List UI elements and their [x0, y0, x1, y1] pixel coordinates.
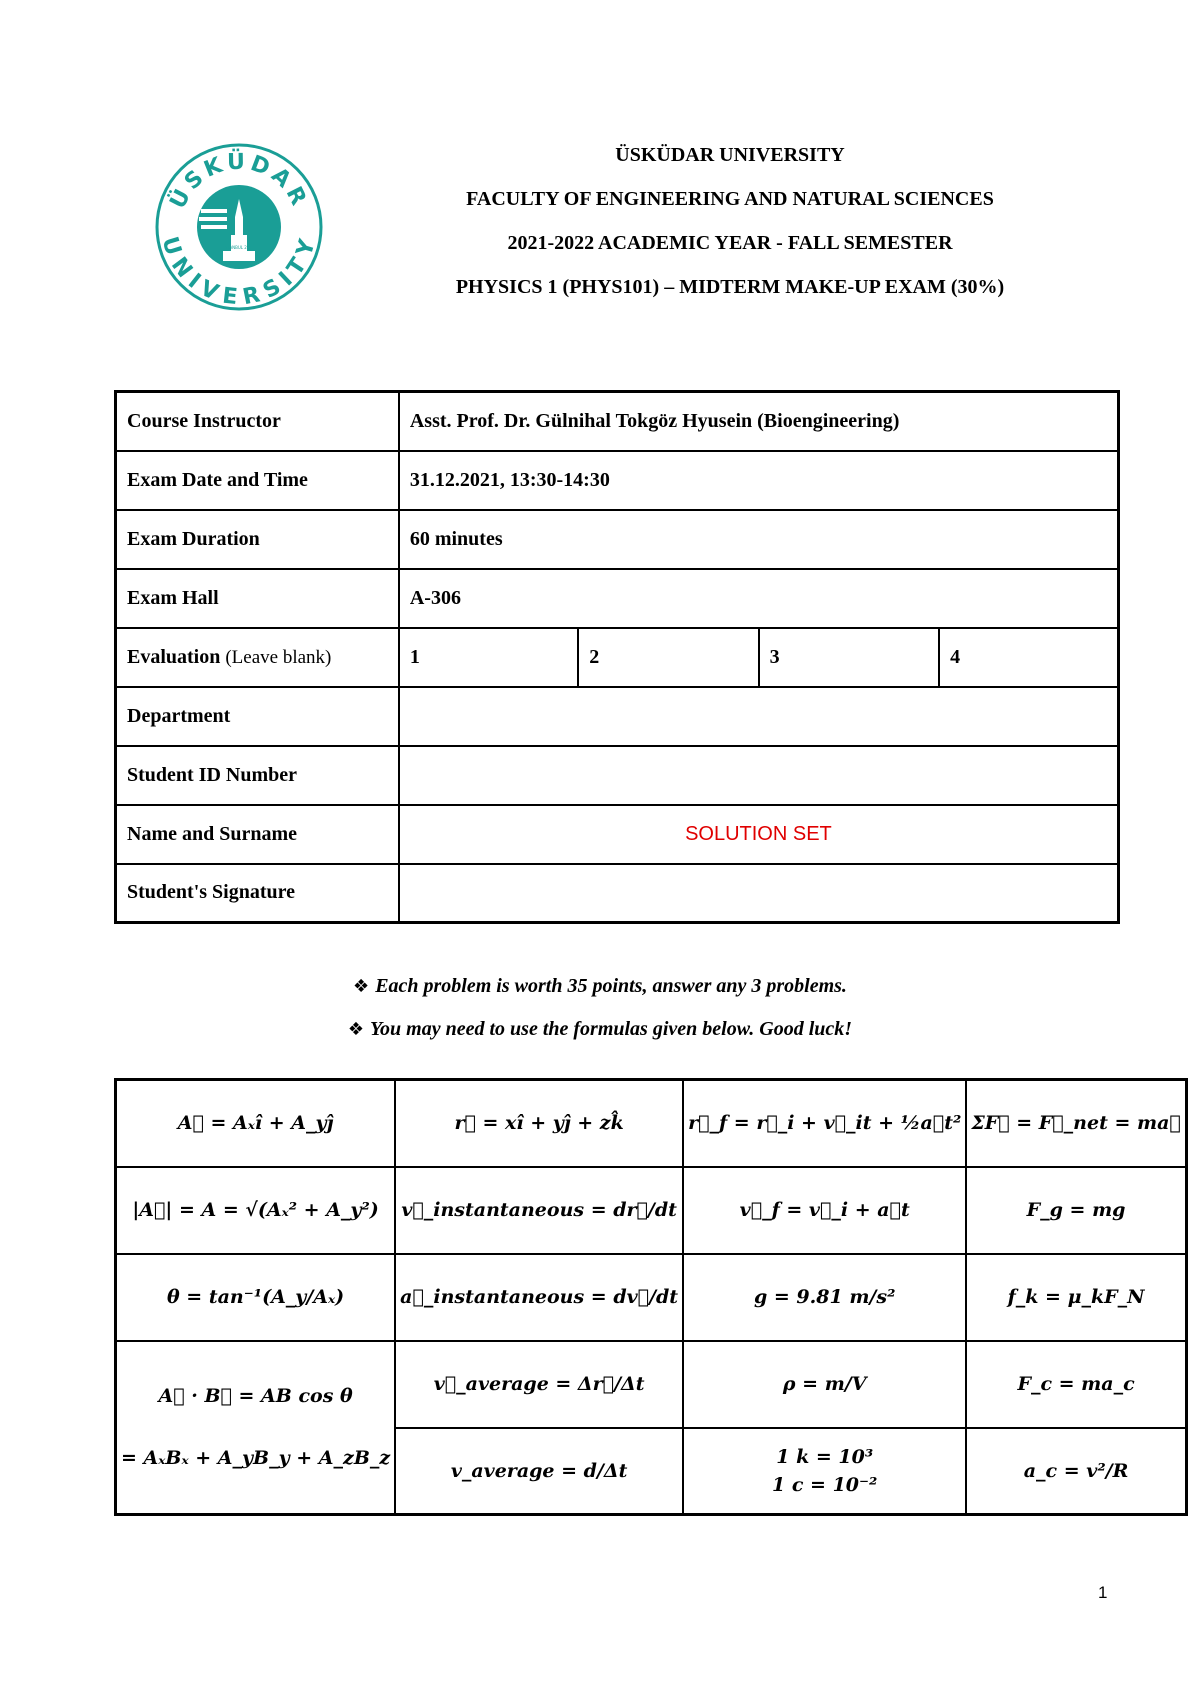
- formula-dot-product: [116, 1341, 396, 1515]
- formula-kinematics-position: r⃗_f = r⃗_i + v⃗_it + ½a⃗t²: [683, 1080, 966, 1167]
- exam-date-label: Exam Date and Time: [116, 451, 399, 510]
- logo-small-text: İSTANBUL 2011: [223, 245, 255, 250]
- formula-newton-second-law: ΣF⃗ = F⃗_net = ma⃗: [966, 1080, 1186, 1167]
- prefix-kilo: 1 k = 10³: [776, 1445, 874, 1468]
- evaluation-cell-1[interactable]: 1: [399, 628, 578, 687]
- exam-title: PHYSICS 1 (PHYS101) – MIDTERM MAKE-UP EXAM (30%): [455, 276, 1005, 298]
- formula-centripetal-acceleration: a_c = v²/R: [966, 1428, 1186, 1515]
- formula-average-velocity-vector: v⃗_average = Δr⃗/Δt: [395, 1341, 683, 1428]
- diamond-bullet-icon: ❖: [353, 976, 370, 997]
- table-row: [116, 1341, 1187, 1428]
- exam-duration-label: Exam Duration: [116, 510, 399, 569]
- evaluation-cell-4[interactable]: 4: [939, 628, 1118, 687]
- evaluation-label: [116, 628, 399, 687]
- instruction-text: Each problem is worth 35 points, answer any 3 problems.: [375, 975, 847, 997]
- formula-vector-components: A⃗ = Aₓî + A_yĵ: [116, 1080, 396, 1167]
- university-name: ÜSKÜDAR UNIVERSITY: [615, 144, 845, 166]
- logo-bottom-text: UNIVERSITY: [156, 233, 322, 311]
- formula-unit-prefixes: [683, 1428, 966, 1515]
- instruction-text: You may need to use the formulas given below. Good luck!: [370, 1018, 853, 1040]
- exam-hall-label: Exam Hall: [116, 569, 399, 628]
- faculty-name: FACULTY OF ENGINEERING AND NATURAL SCIENCES: [466, 188, 994, 210]
- table-row: [116, 1167, 1187, 1254]
- course-instructor-value: Asst. Prof. Dr. Gülnihal Tokgöz Hyusein (Bioengineering): [399, 392, 1119, 451]
- formula-kinetic-friction: f_k = μ_kF_N: [966, 1254, 1186, 1341]
- table-row: [116, 1254, 1187, 1341]
- formula-instantaneous-acceleration: a⃗_instantaneous = dv⃗/dt: [395, 1254, 683, 1341]
- dot-product-line-2: = AₓBₓ + A_yB_y + A_zB_z: [121, 1447, 391, 1470]
- department-field[interactable]: [399, 687, 1119, 746]
- evaluation-cell-2[interactable]: 2: [578, 628, 758, 687]
- formula-gravity-force: F_g = mg: [966, 1167, 1186, 1254]
- exam-info-table: [114, 390, 1120, 924]
- page-number: 1: [1098, 1583, 1108, 1602]
- table-row: [116, 805, 1119, 864]
- table-row: [116, 569, 1119, 628]
- exam-header: [330, 140, 1130, 316]
- exam-instructions: [0, 972, 1200, 1058]
- evaluation-label-text: Evaluation: [127, 645, 221, 668]
- table-row: [116, 1080, 1187, 1167]
- name-surname-field[interactable]: SOLUTION SET: [399, 805, 1119, 864]
- dot-product-line-1: A⃗ · B⃗ = AB cos θ: [158, 1385, 353, 1408]
- table-row: [116, 392, 1119, 451]
- table-row: [116, 451, 1119, 510]
- table-row: [116, 628, 1119, 687]
- signature-field[interactable]: [399, 864, 1119, 923]
- evaluation-note: (Leave blank): [225, 646, 332, 668]
- exam-duration-value: 60 minutes: [399, 510, 1119, 569]
- logo-top-text: ÜSKÜDAR: [165, 149, 313, 213]
- formula-vector-angle: θ = tan⁻¹(A_y/Aₓ): [116, 1254, 396, 1341]
- university-logo: [155, 143, 323, 311]
- signature-label: Student's Signature: [116, 864, 399, 923]
- academic-year: 2021-2022 ACADEMIC YEAR - FALL SEMESTER: [507, 232, 953, 254]
- exam-hall-value: A-306: [399, 569, 1119, 628]
- course-instructor-label: Course Instructor: [116, 392, 399, 451]
- student-id-field[interactable]: [399, 746, 1119, 805]
- formula-kinematics-velocity: v⃗_f = v⃗_i + a⃗t: [683, 1167, 966, 1254]
- formula-vector-magnitude: |A⃗| = A = √(Aₓ² + A_y²): [116, 1167, 396, 1254]
- table-row: [116, 746, 1119, 805]
- diamond-bullet-icon: ❖: [347, 1019, 365, 1040]
- evaluation-cell-3[interactable]: 3: [759, 628, 939, 687]
- formula-centripetal-force: F_c = ma_c: [966, 1341, 1186, 1428]
- table-row: [116, 510, 1119, 569]
- instruction-item: [0, 1015, 1200, 1058]
- prefix-centi: 1 c = 10⁻²: [772, 1473, 878, 1496]
- table-row: [116, 687, 1119, 746]
- name-surname-label: Name and Surname: [116, 805, 399, 864]
- formula-instantaneous-velocity: v⃗_instantaneous = dr⃗/dt: [395, 1167, 683, 1254]
- formula-average-speed: v_average = d/Δt: [395, 1428, 683, 1515]
- formula-position-vector: r⃗ = xî + yĵ + zk̂: [395, 1080, 683, 1167]
- formula-gravitational-acceleration: g = 9.81 m/s²: [683, 1254, 966, 1341]
- department-label: Department: [116, 687, 399, 746]
- formula-table: [114, 1078, 1188, 1516]
- student-id-label: Student ID Number: [116, 746, 399, 805]
- instruction-item: [0, 972, 1200, 1015]
- exam-date-value: 31.12.2021, 13:30-14:30: [399, 451, 1119, 510]
- formula-density: ρ = m/V: [683, 1341, 966, 1428]
- table-row: [116, 864, 1119, 923]
